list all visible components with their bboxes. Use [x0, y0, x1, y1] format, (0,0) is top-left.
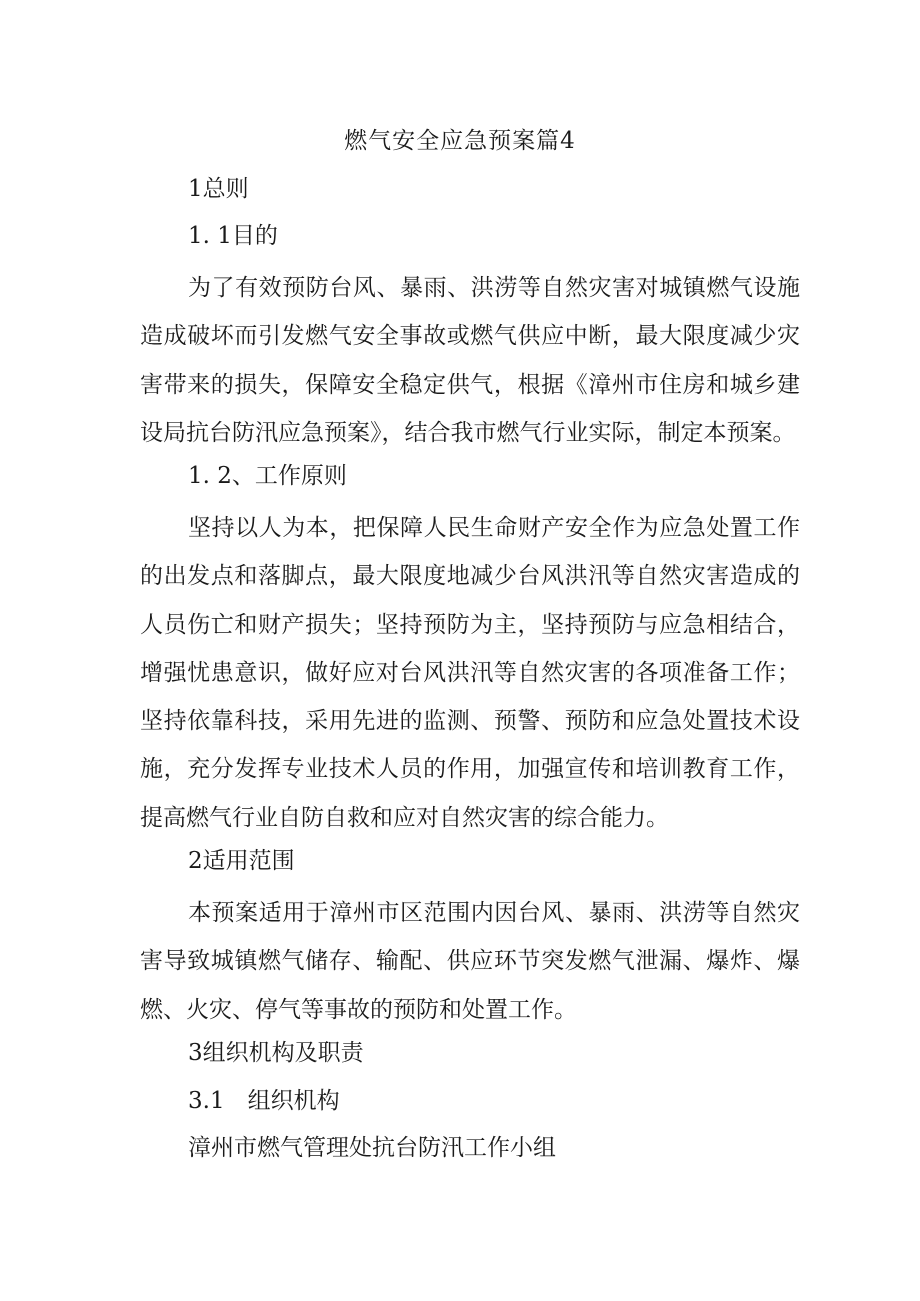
- section-heading-scope: 2适用范围: [188, 848, 295, 874]
- section-heading-general: 1总则: [188, 176, 249, 202]
- paragraph-working-group: 漳州市燃气管理处抗台防汛工作小组: [188, 1135, 556, 1161]
- document-title: 燃气安全应急预案篇4: [344, 128, 576, 154]
- section-heading-organization: 3组织机构及职责: [188, 1040, 364, 1066]
- paragraph-purpose: 为了有效预防台风、暴雨、洪涝等自然灾害对城镇燃气设施造成破坏而引发燃气安全事故或燃气供应中断，最大限度减少灾害带来的损失，保障安全稳定供气，根据《漳州市住房和城乡建设局抗台防汛应急预案》，结合我市燃气行业实际，制定本预案。: [140, 275, 800, 446]
- section-heading-purpose: 1. 1目的: [188, 223, 278, 249]
- paragraph-scope: 本预案适用于漳州市区范围内因台风、暴雨、洪涝等自然灾害导致城镇燃气储存、输配、供应环节突发燃气泄漏、爆炸、爆燃、火灾、停气等事故的预防和处置工作。: [140, 900, 800, 1023]
- section-heading-principles: 1. 2、工作原则: [188, 463, 347, 489]
- section-heading-org-structure: 3.1 组织机构: [188, 1088, 340, 1114]
- paragraph-principles: 坚持以人为本，把保障人民生命财产安全作为应急处置工作的出发点和落脚点，最大限度地减少台风洪汛等自然灾害造成的人员伤亡和财产损失；坚持预防为主，坚持预防与应急相结合，增强忧患意识，做好应对台风洪汛等自然灾害的各项准备工作；坚持依靠科技，采用先进的监测、预警、预防和应急处置技术设施，充分发挥专业技术人员的作用，加强宣传和培训教育工作，提高燃气行业自防自救和应对自然灾害的综合能力。: [140, 515, 800, 831]
